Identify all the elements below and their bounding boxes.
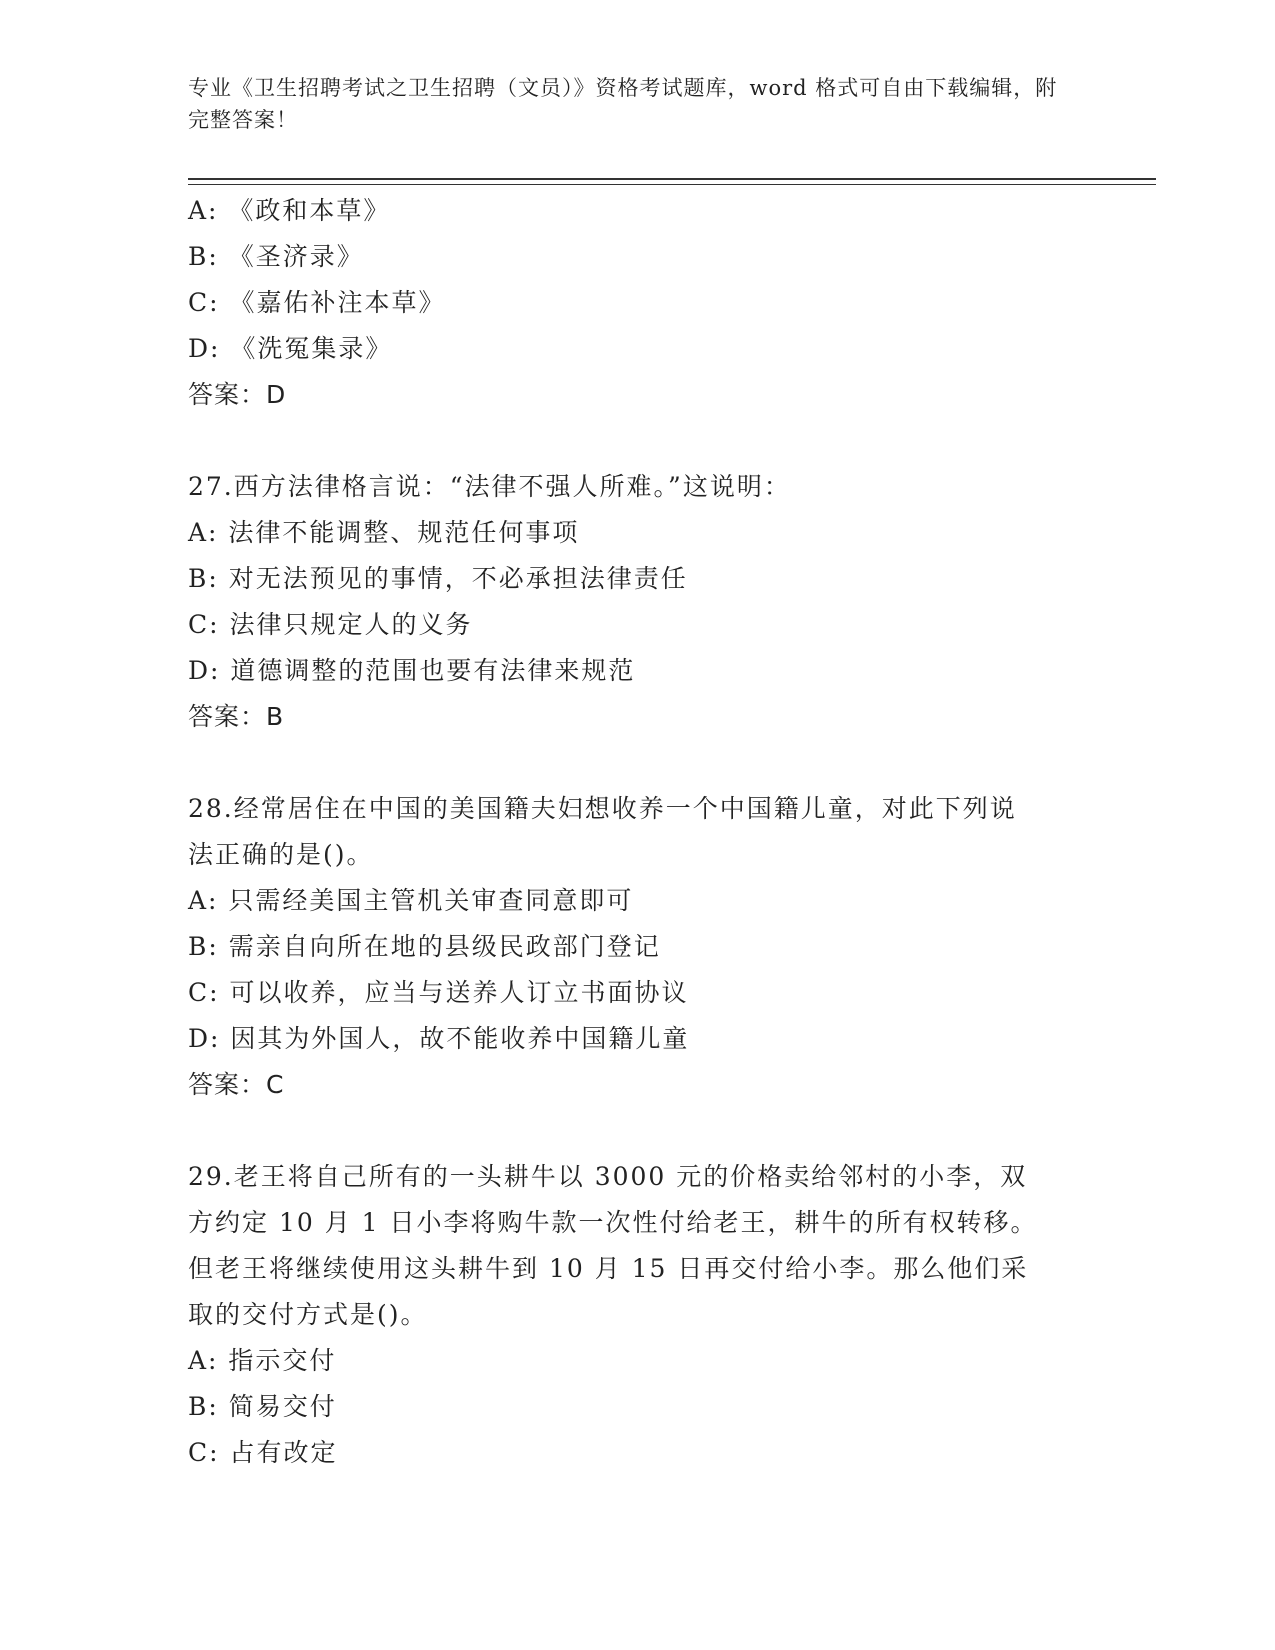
- header-rule-thick: [188, 178, 1156, 180]
- answer-line: 答案：D: [188, 380, 287, 409]
- option-b: B: 对无法预见的事情，不必承担法律责任: [188, 564, 688, 593]
- spacer: [188, 418, 1088, 464]
- question-text-line-1: 28.经常居住在中国的美国籍夫妇想收养一个中国籍儿童，对此下列说: [188, 794, 1017, 823]
- option-c: C: 法律只规定人的义务: [188, 610, 473, 639]
- option-a: A: 只需经美国主管机关审查同意即可: [188, 886, 634, 915]
- question-26: [188, 188, 1088, 418]
- page-header: 专业《卫生招聘考试之卫生招聘（文员）》资格考试题库，word 格式可自由下载编辑，附完整答案！: [188, 76, 1058, 132]
- question-text-line-2: 法正确的是()。: [188, 840, 374, 869]
- question-text-line-4: 取的交付方式是()。: [188, 1300, 428, 1329]
- option-d: D: 因其为外国人，故不能收养中国籍儿童: [188, 1024, 690, 1053]
- answer-line: 答案：B: [188, 702, 285, 731]
- option-a: A: 法律不能调整、规范任何事项: [188, 518, 580, 547]
- question-text: 27.西方法律格言说：“法律不强人所难。”这说明：: [188, 472, 791, 501]
- question-text-line-3: 但老王将继续使用这头耕牛到 10 月 15 日再交付给小李。那么他们采: [188, 1254, 1029, 1283]
- option-b: B: 《圣济录》: [188, 242, 364, 271]
- question-29: [188, 1154, 1088, 1476]
- option-c: C: 可以收养，应当与送养人订立书面协议: [188, 978, 689, 1007]
- header-rule-thin: [188, 184, 1156, 185]
- question-text-line-1: 29.老王将自己所有的一头耕牛以 3000 元的价格卖给邻村的小李，双: [188, 1162, 1028, 1191]
- question-28: [188, 786, 1088, 1108]
- option-c: C: 《嘉佑补注本草》: [188, 288, 446, 317]
- option-a: A: 指示交付: [188, 1346, 337, 1375]
- question-list: [188, 188, 1088, 1476]
- answer-line: 答案：C: [188, 1070, 285, 1099]
- option-d: D: 道德调整的范围也要有法律来规范: [188, 656, 636, 685]
- question-27: [188, 464, 1088, 740]
- question-text-line-2: 方约定 10 月 1 日小李将购牛款一次性付给老王，耕牛的所有权转移。: [188, 1208, 1038, 1237]
- option-b: B: 简易交付: [188, 1392, 337, 1421]
- spacer: [188, 1108, 1088, 1154]
- option-a: A: 《政和本草》: [188, 196, 391, 225]
- option-d: D: 《洗冤集录》: [188, 334, 393, 363]
- option-c: C: 占有改定: [188, 1438, 338, 1467]
- spacer: [188, 740, 1088, 786]
- option-b: B: 需亲自向所在地的县级民政部门登记: [188, 932, 661, 961]
